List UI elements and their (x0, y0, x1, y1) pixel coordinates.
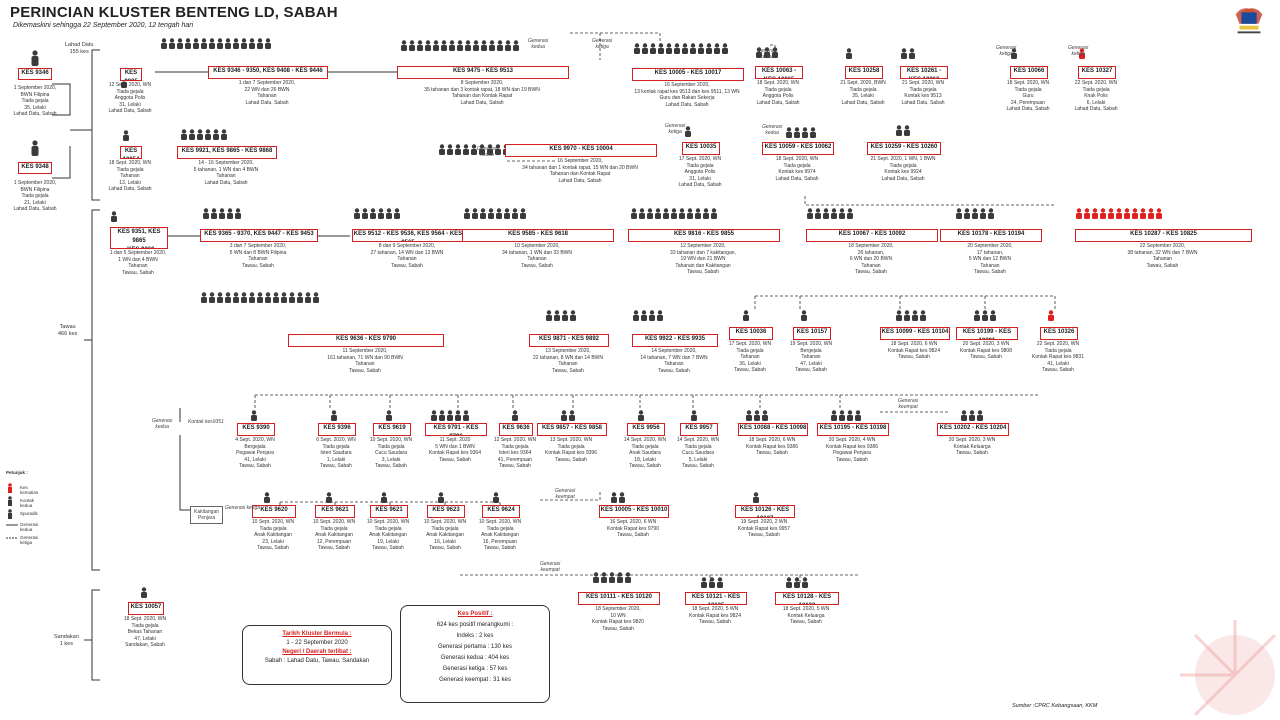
case-id-box: KES 9636 - KES 9790 (288, 334, 444, 347)
people-group-icon (437, 492, 445, 503)
people-group-icon (400, 40, 520, 51)
case-id-box: KES 9871 - KES 9892 (529, 334, 609, 347)
person-icon (28, 50, 42, 66)
people-group-icon (1047, 310, 1055, 321)
page-title: PERINCIAN KLUSTER BENTENG LD, SABAH (10, 4, 338, 21)
people-group-icon (785, 577, 809, 588)
people-group-icon (752, 492, 760, 503)
case-id-box: KES 9636 (499, 423, 533, 436)
case-description: 10 September 2020, 34 tahanan, 1 WN dan 33 BWN Tahanan Tawau, Sabah (501, 243, 573, 269)
case-id-box: KES 10005 - KES 10017 (632, 68, 744, 81)
people-group (202, 206, 242, 224)
gen-label-ketiga: Generasi ketiga (996, 45, 1017, 57)
people-group-icon (545, 310, 577, 321)
gen-label-kedua: Generasi kedua (528, 38, 549, 50)
people-group-icon (202, 208, 242, 219)
gen-label-keempat: Generasi keempat (540, 561, 561, 573)
people-group (353, 206, 401, 224)
case-id-box: KES 10059 - KES 10062 (762, 142, 834, 155)
case-id-box: KES 10111 - KES 10120 (578, 592, 660, 605)
case-description: 18 Sept. 2020, WN Tiada gejala Guru 24, Perempuan Lahad Datu, Sabah (1006, 80, 1050, 112)
case-description: 20 Sept. 2020, 4 WN Kontak Rapat kes 9386 Pegawai Penjara Tawau, Sabah (826, 437, 878, 463)
case-description: 14 September 2020, 14 tahanan, 7 WN dan 7 BWN Tahanan Tawau, Sabah (640, 348, 708, 374)
case-description: 20 September 2020, 17 tahanan, 5 WN dan 12 BWN Tahanan Tawau, Sabah (967, 243, 1013, 275)
case-id-box: KES 9857 - KES 9858 (537, 423, 607, 436)
case-description: 14 Sept. 2020, WN Tiada gejala Cucu Saudara 5, Lelaki Tawau, Sabah (676, 437, 720, 469)
case-description: 18 September 2020, 10 WN Kontak Rapat kes 9820 Tawau, Sabah (592, 606, 644, 632)
people-group-icon (960, 410, 984, 421)
case-id-box: KES 10099 - KES 10104 (880, 327, 950, 340)
people-group-icon (180, 129, 228, 140)
legend-item: Kontak kedua (20, 498, 35, 508)
people-group (900, 46, 916, 64)
case-description: 20 Sept. 2020, 3 WN Kontak Rapat kes 9808 Tawau, Sabah (960, 341, 1012, 360)
people-group-icon (325, 492, 333, 503)
case-id-box: KES 9620 (252, 505, 296, 518)
info-line: Generasi keempat : 31 kes (439, 677, 511, 683)
case-description: 18 Sept. 2020, WN Tiada gejala Bekas Tahanan 47, Lelaki Sandakan, Sabah (123, 616, 167, 648)
case-id-box: KES 9512 - KES 9536, KES 9564 - KES (352, 229, 464, 242)
case-id-box: KES 10005 - KES 10010 (599, 505, 669, 518)
people-group-icon (633, 43, 729, 54)
case-id-box: KES 10036 (729, 327, 773, 340)
info-heading-negeri: Negeri / Daerah terlibat : (282, 649, 352, 655)
legend (6, 470, 39, 548)
people-group-icon (110, 211, 118, 222)
case-description: 12 Sept. 2020, WN Tiada gejala Anggota Polis 31, Lelaki Lahad Datu, Sabah (108, 82, 152, 114)
case-id-box: KES (120, 68, 142, 81)
person-icon (28, 140, 42, 156)
people-group-icon (1075, 208, 1163, 219)
people-group-icon (745, 410, 769, 421)
people-group (400, 38, 520, 56)
gen-label-ketiga: Generasi ketiga (225, 505, 261, 511)
case-id-box: KES 9475 - KES 9513 (397, 66, 569, 79)
case-description: 16 September 2020, 13 kontak rapat kes 9513 dan kes 9511, 13 WN Guru dan Rakan Sekerja Lahad Datu, Sabah (634, 82, 740, 108)
case-id-box: KES 9365 - 9370, KES 9447 - KES 9453 (200, 229, 318, 242)
case-id-box: KES 9396 (318, 423, 356, 436)
people-group-icon (830, 410, 862, 421)
people-group (955, 206, 995, 224)
people-group (785, 125, 817, 143)
people-group-icon (250, 410, 258, 421)
info-value-negeri: Sabah : Lahad Datu, Tawau, Sandakan (264, 658, 370, 664)
people-group (1047, 308, 1055, 326)
people-group-icon (160, 38, 272, 49)
info-box-cluster-dates (242, 625, 392, 685)
case-description: 3 dan 7 September 2020, 5 WN dan 8 BWN Filipina Tahanan Tawau, Sabah (229, 243, 287, 269)
case-description: 13 September 2020, 22 tahanan, 8 WN dan 14 BWN Tahanan Tawau, Sabah (532, 348, 604, 374)
people-group-icon (122, 130, 130, 141)
case-id-box: KES 10287 - KES 10825 (1075, 229, 1252, 242)
case-description: 14 Sept. 2020, WN Tiada gejala Anak Saudara 18, Lelaki Tawau, Sabah (623, 437, 667, 469)
case-description: 10 Sept. 2020, WN Tiada gejala Cucu Saudara 3, Lelaki Tawau, Sabah (369, 437, 413, 469)
case-description: 6 Sept. 2020, WN Tiada gejala Isteri Saudara 1, Lelaki Tawau, Sabah (316, 437, 356, 469)
case-id-box: KES 10066 (1010, 66, 1048, 79)
people-group-icon (700, 577, 724, 588)
case-description: 19 Sept. 2020, 2 WN Kontak Rapat kes 9957 Tawau, Sabah (738, 519, 790, 538)
people-group-icon (845, 48, 853, 59)
case-id-box: KES 10057 (128, 602, 164, 615)
people-group (785, 575, 809, 593)
people-group-icon (895, 310, 927, 321)
case-description: 17 Sept. 2020, WN Tiada gejala Tahanan 36, Lelaki Tawau, Sabah (728, 341, 772, 373)
people-group (806, 206, 854, 224)
case-id-box: KES 10199 - KES (956, 327, 1018, 340)
case-description: 22 Sept. 2020, WN Tiada gejala Knak Polis 6, Lelaki Lahad Datu, Sabah (1074, 80, 1118, 112)
case-id-box: KES 9621 (370, 505, 408, 518)
index-case-desc: 1 September 2020, BWN Filipina Tiada gejala 35, Lelaki Lahad Datu, Sabah (13, 85, 57, 117)
legend-item: Generasi ketiga (20, 535, 39, 545)
people-group-icon (973, 310, 997, 321)
case-id-box: KES 10202 - KES 10204 (937, 423, 1009, 436)
case-id-box: KES 10067 - KES 10092 (806, 229, 938, 242)
page-subtitle: Dikemaskini sehingga 22 September 2020, 12 tengah hari (13, 22, 194, 29)
case-id-box: KES 10063 - (755, 66, 803, 79)
case-description: 20 Sept. 2020, 3 WN Kontak Keluarga Tawau, Sabah (948, 437, 996, 456)
gen-label-kedua: Generasi kedua (152, 418, 173, 430)
info-heading-kes-positif: Kes Positif : (457, 611, 493, 617)
info-line: 624 kes positif merangkumi : (436, 622, 514, 628)
people-group (845, 46, 853, 64)
case-id-box: KES 9816 - KES 9855 (628, 229, 780, 242)
dashed-line-icon (6, 535, 18, 541)
people-group (895, 123, 911, 141)
info-value-tarikh: 1 - 22 September 2020 (286, 640, 348, 646)
case-id-box: KES 10259 - KES 10260 (867, 142, 941, 155)
kakitangan-penjara-box: Kakitangan Penjara (190, 506, 223, 524)
people-group-icon (592, 572, 632, 583)
case-description: 14 - 16 September 2020, 5 tahanan, 1 WN dan 4 BWN Tahanan Lahad Datu, Sabah (193, 160, 259, 186)
case-id-box: KES 9957 (680, 423, 718, 436)
info-line: Generasi kedua : 404 kes (440, 655, 510, 661)
case-description: 21 Sept. 2020, WN Tiada gejala Kontak kes 9513 Lahad Datu, Sabah (901, 80, 945, 106)
people-group (800, 308, 808, 326)
people-group (545, 308, 577, 326)
gen-label-kedua: Generasi kedua (477, 146, 498, 158)
people-group (632, 308, 664, 326)
case-description: 1 dan 7 September 2020, 22 WN dan 26 BWN Tahanan Lahad Datu, Sabah (238, 80, 296, 106)
case-description: 18 Sept. 2020, 6 WN Kontak Rapat kes 9386 Tawau, Sabah (746, 437, 798, 456)
case-id-box: KES 10258 (845, 66, 883, 79)
people-group-icon (385, 410, 393, 421)
people-group-icon (900, 48, 916, 59)
people-group-icon (511, 410, 519, 421)
case-description: 12 September 2020, 33 tahanan dan 7 kakitangan, 19 WN dan 21 BWN Tahanan dan Kakitangan Tawau, Sabah (670, 243, 736, 275)
case-description: 13 Sept. 2020, WN Tiada gejala Kontak Rapat kes 9396 Tawau, Sabah (545, 437, 597, 463)
legend-item: Generasi kedua (20, 522, 39, 532)
case-description: 22 September 2020, 38 tahanan, 32 WN dan 7 BWN Tahanan Tawau, Sabah (1127, 243, 1198, 269)
case-description: 10 Sept. 2020, WN Tiada gejala Anak Kakitangan 16, Lelaki Tawau, Sabah (423, 519, 467, 551)
death-person-icon (6, 483, 14, 493)
info-line: Indeks : 2 kes (456, 633, 494, 639)
people-group-icon (637, 410, 645, 421)
info-line: Generasi ketiga : 57 kes (442, 666, 508, 672)
people-group-icon (955, 208, 995, 219)
gen-label-kedua: Generasi kedua (762, 124, 783, 136)
people-group-icon (430, 410, 470, 421)
people-group (895, 308, 927, 326)
people-group-icon (492, 492, 500, 503)
case-id-box: KES 10128 - KES (775, 592, 839, 605)
case-description: 18 Sept. 2020, WN Tiada gejala Anggota Polis Lahad Datu, Sabah (756, 80, 800, 106)
case-description: 18 Sept. 2020, WN Tiada gejala Tahanan 13, Lelaki Lahad Datu, Sabah (108, 160, 152, 192)
case-description: 4 Sept. 2020, WN Bergejala Pegawai Penjara 41, Lelaki Tawau, Sabah (235, 437, 275, 469)
case-id-box: KES 10261 - (900, 66, 948, 79)
people-group-icon (263, 492, 271, 503)
people-group-icon (632, 310, 664, 321)
source-note: Sumber :CPRC Kebangsaan, KKM (1012, 703, 1098, 709)
gen-label-kedua: Generasi kedua (757, 48, 778, 60)
gen-label-keempat: Generasi keempat (898, 398, 919, 410)
case-description: 18 Sept. 2020, WN Tiada gejala Kontak kes 9974 Lahad Datu, Sabah (775, 156, 819, 182)
case-id-box: KES (120, 146, 142, 159)
people-group-icon (330, 410, 338, 421)
index-case-desc: 1 September 2020, BWN Filipina Tiada gejala 21, Lelaki Lahad Datu, Sabah (13, 180, 57, 212)
case-description: 18 September 2020, 26 tahanan, 6 WN dan 20 BWN Tahanan Tawau, Sabah (848, 243, 894, 275)
case-id-box: KES 9346 - 9350, KES 9408 - KES 9446 (208, 66, 328, 79)
contact-person-icon (6, 496, 14, 506)
case-description: 18 Sept. 2020, 5 WN Kontak Rapat kes 9824 Tawau, Sabah (689, 606, 741, 625)
case-description: 10 Sept. 2020, WN Tiada gejala Anak Kakitangan 23, Lelaki Tawau, Sabah (251, 519, 295, 551)
case-description: 1 dan 5 September 2020, 1 WN dan 4 BWN Tahanan Tawau, Sabah (109, 250, 167, 276)
people-group (180, 127, 228, 145)
info-line: Generasi pertama : 130 kes (437, 644, 513, 650)
case-id-box: KES 9921, KES 9865 - KES 9868 (177, 146, 277, 159)
people-group-icon (785, 127, 817, 138)
case-id-box: KES 10178 - KES 10194 (940, 229, 1042, 242)
case-description: 19 Sept. 2020, WN Bergejala Tahanan 47, Lelaki Tawau, Sabah (789, 341, 833, 373)
people-group (742, 308, 750, 326)
location-lahad-datu: Lahad Datu 155 kes (65, 42, 94, 55)
people-group-icon (560, 410, 576, 421)
legend-item: Kes kematian (20, 485, 39, 495)
case-description: 11 September 2020, 161 tahanan, 71 WN dan 90 BWN Tahanan Tawau, Sabah (327, 348, 403, 374)
people-group-icon (800, 310, 808, 321)
people-group (200, 290, 320, 308)
people-group-icon (895, 125, 911, 136)
legend-title: Petunjuk : (6, 470, 28, 475)
case-description: 12 Sept. 2020, WN Tiada gejala Isteri kes 9364 41, Perempuan Tawau, Sabah (493, 437, 537, 469)
people-group (110, 209, 118, 227)
people-group-icon (690, 410, 698, 421)
people-group-icon (610, 492, 626, 503)
case-id-box: KES 10088 - KES 10098 (738, 423, 808, 436)
case-description: 11 Sept. 2020 5 WN dan 1 BWN Kontak Rapat kes 9364 Tawau, Sabah (429, 437, 481, 463)
location-sandakan: Sandakan 1 kes (54, 634, 79, 647)
case-description: 10 Sept. 2020, WN Tiada gejala Anak Kakitangan 19, Lelaki Tawau, Sabah (366, 519, 410, 551)
case-id-box: KES 9922 - KES 9935 (632, 334, 718, 347)
people-group (592, 570, 632, 588)
people-group (160, 36, 272, 54)
legend-item: Sporadik (20, 511, 38, 516)
case-id-box: KES 9585 - KES 9618 (462, 229, 614, 242)
people-group (1075, 206, 1163, 224)
people-group-icon (200, 292, 320, 303)
people-group-icon (353, 208, 401, 219)
gen-label-ketiga: Generasi ketiga (1068, 45, 1089, 57)
case-id-box: KES 10327 (1078, 66, 1116, 79)
people-group-icon (380, 492, 388, 503)
people-group-icon (806, 208, 854, 219)
case-id-box: KES 9351, KES 9865 (110, 227, 168, 249)
case-id-box: KES 10035 (682, 142, 720, 155)
people-group-icon (630, 208, 718, 219)
case-description: 16 Sept. 2020, 6 WN Kontak Rapat kes 9790 Tawau, Sabah (607, 519, 659, 538)
info-lines (401, 620, 549, 686)
case-description: 18 Sept. 2020, 5 WN Kontak Keluarga Tawau, Sabah (782, 606, 830, 625)
case-id-box: KES 10121 - KES (685, 592, 747, 605)
people-group (140, 585, 148, 603)
gen-label-kontak9351: Kontak kes9351 (188, 419, 224, 425)
index-case-box: KES 9346 (18, 68, 52, 80)
gen-label-keempat: Generasi keempat (555, 488, 576, 500)
case-description: 17 Sept. 2020, WN Tiada gejala Anggota Polis 31, Lelaki Lahad Datu, Sabah (678, 156, 722, 188)
people-group-icon (463, 208, 527, 219)
case-description: 8 September 2020, 35 tahanan dan 3 kontak rapat, 18 WN dan 19 BWN Tahanan dan Kontak Rapat Lahad Datu, Sabah (424, 80, 540, 106)
case-id-box: KES 9791 - KES (425, 423, 487, 436)
case-description: 21 Sept. 2020, BWN Tiada gejala 35, Lelaki Lahad Datu, Sabah (840, 80, 886, 106)
people-group (633, 41, 729, 59)
case-id-box: KES 9390 (237, 423, 275, 436)
solid-line-icon (6, 522, 18, 528)
index-case-box: KES 9348 (18, 162, 52, 174)
case-description: 8 dan 9 September 2020, 27 tahanan, 14 WN dan 13 BWN Tahanan Tawau, Sabah (370, 243, 444, 269)
case-id-box: KES 9970 - KES 10004 (505, 144, 657, 157)
people-group (122, 128, 130, 146)
case-id-box: KES 10126 - KES (735, 505, 795, 518)
case-id-box: KES 9619 (373, 423, 411, 436)
location-tawau: Tawau 466 kes (58, 324, 78, 337)
people-group (630, 206, 718, 224)
case-id-box: KES 10157 (793, 327, 831, 340)
case-id-box: KES 10195 - KES 10198 (817, 423, 889, 436)
case-id-box: KES 10326 (1040, 327, 1078, 340)
case-id-box: KES 9623 (427, 505, 465, 518)
case-description: 21 Sept. 2020, 1 WN, 1 BWN Tiada gejala Kontak kes 9924 Lahad Datu, Sabah (870, 156, 936, 182)
gen-label-ketiga: Generasi ketiga (665, 123, 686, 135)
people-group (700, 575, 724, 593)
case-id-box: KES 9956 (627, 423, 665, 436)
gen-label-ketiga: Generasi ketiga (592, 38, 613, 50)
case-id-box: KES 9624 (482, 505, 520, 518)
case-id-box: KES 9621 (315, 505, 355, 518)
sporadic-person-icon (6, 509, 14, 519)
people-group (463, 206, 527, 224)
people-group-icon (742, 310, 750, 321)
info-heading-tarikh: Tarikh Kluster Bermula : (282, 631, 352, 637)
case-description: 10 Sept. 2020, WN Tiada gejala Anak Kakitangan 16, Perempuan Tawau, Sabah (478, 519, 522, 551)
people-group (973, 308, 997, 326)
people-group-icon (140, 587, 148, 598)
case-description: 18 Sept. 2020, 6 WN Kontak Rapat kes 9824 Tawau, Sabah (888, 341, 940, 360)
case-description: 22 Sept. 2020, WN Tiada gejala Kontak Rapat kes 9831 41, Lelaki Tawau, Sabah (1032, 341, 1084, 373)
case-description: 16 September 2020, 34 tahanan dan 1 kontak rapat, 15 WN dan 20 BWN Tahanan dan Kontak Rapat Lahad Datu, Sabah (522, 158, 638, 184)
info-box-positive-cases (400, 605, 550, 703)
case-description: 10 Sept. 2020, WN Tiada gejala Anak Kakitangan 12, Perempuan Tawau, Sabah (312, 519, 356, 551)
